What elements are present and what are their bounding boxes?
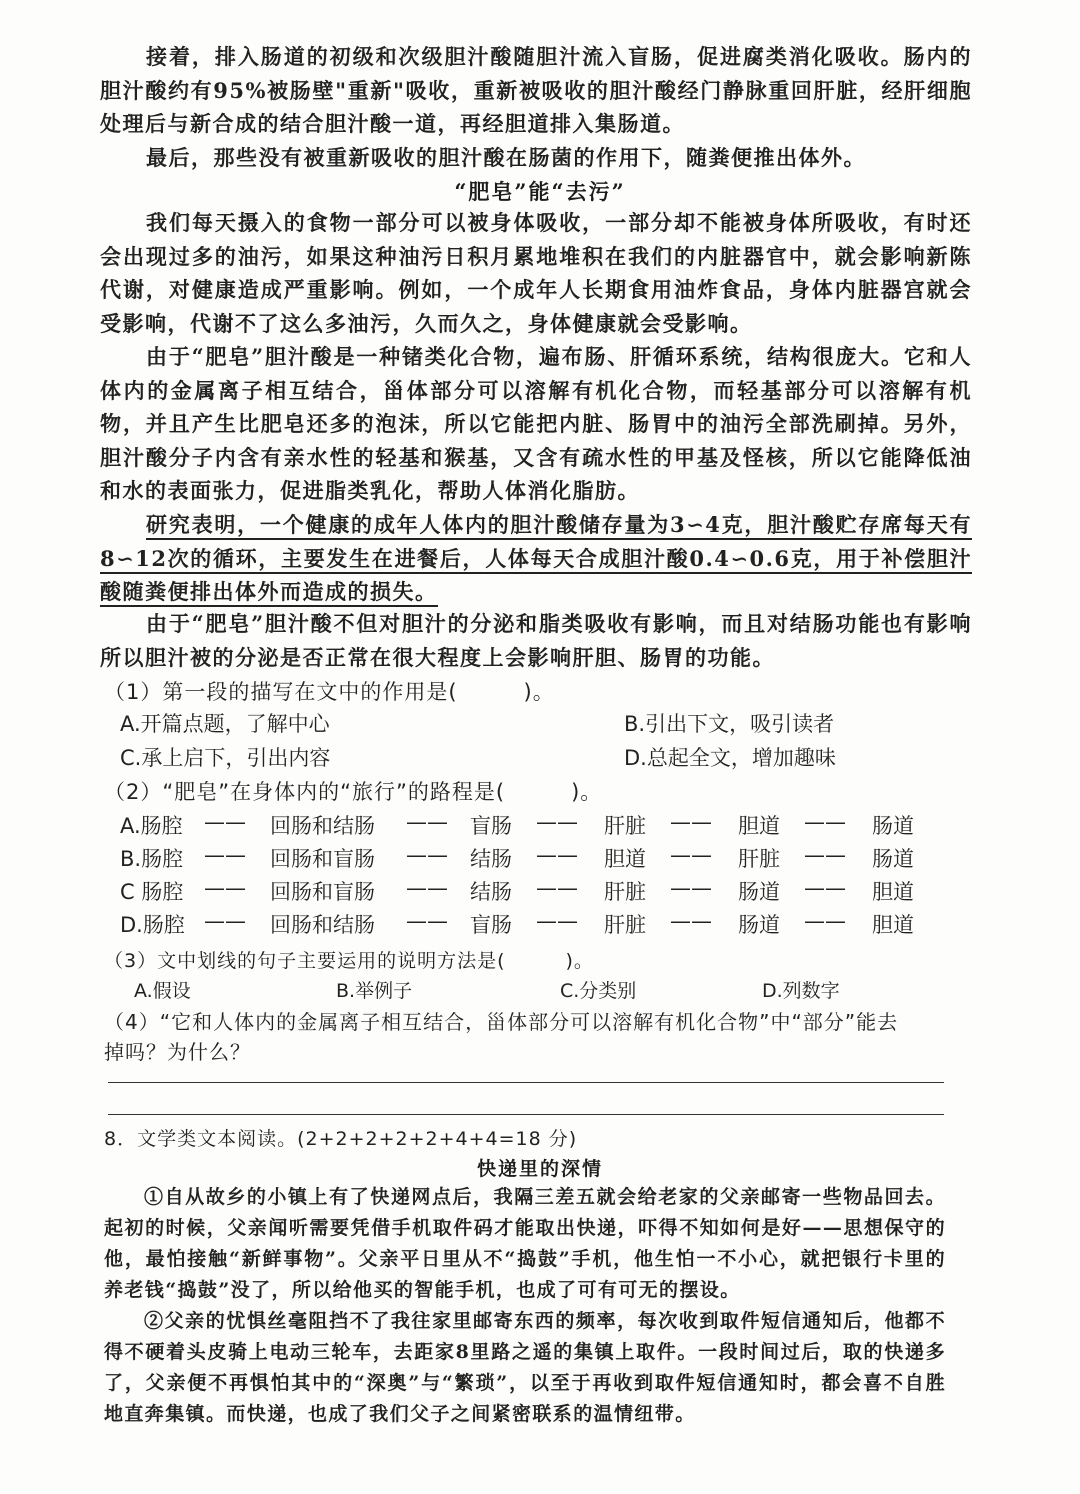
underlined-sentence: 研究表明，一个健康的成年人体内的胆汁酸储存量为3∽4克，胆汁酸贮存席每天有8∽12次的循环，主要发生在进餐后，人体每天合成胆汁酸0.4∽0.6克，用于补偿胆汁酸随粪便排出体外而造成的损失。 [100,512,972,607]
route-dash: —— [204,810,246,834]
route-step: 肠道 [738,880,780,904]
paragraph-structure: 由于“肥皂”胆汁酸是一种锗类化合物，遍布肠、肝循环系统，结构很庞大。它和人体内的金属离子相互结合，甾体部分可以溶解有机化合物，而轻基部分可以溶解有机物，并且产生比肥皂还多的泡沫，所以它能把内脏、肠胃中的油污全部洗刷掉。另外，胆汁酸分子内含有亲水性的轻基和猴基，又含有疏水性的甲基及怪核，所以它能降低油和水的表面张力，促进脂类乳化，帮助人体消化脂肪。 [100,344,972,503]
question-3-stem: （3）文中划线的句子主要运用的说明方法是( )。 [104,950,594,972]
route-dash: —— [204,843,246,867]
paragraph-research [100,508,972,609]
route-dash: —— [804,843,846,867]
route-dash: —— [670,909,712,933]
route-step: 肝脏 [604,814,646,838]
route-step: 回肠和结肠 [270,814,375,838]
q3-option-b: B.举例子 [336,980,413,1002]
route-step: A.肠腔 [120,814,183,838]
route-step: 回肠和盲肠 [270,847,375,871]
route-dash: —— [406,909,448,933]
route-dash: —— [670,876,712,900]
route-step: 胆道 [872,913,914,937]
route-step: 回肠和盲肠 [270,880,375,904]
route-step: 胆道 [872,880,914,904]
q1-option-c: C.承上启下，引出内容 [120,746,331,770]
paragraph-excretion: 最后，那些没有被重新吸收的胆汁酸在肠菌的作用下，随粪便推出体外。 [146,145,866,170]
route-dash: —— [406,876,448,900]
q1-option-a: A.开篇点题，了解中心 [120,712,330,736]
route-dash: —— [204,909,246,933]
route-dash: —— [670,843,712,867]
q2-option-c [120,876,940,906]
paragraph-oil: 我们每天摄入的食物一部分可以被身体吸收，一部分却不能被身体所吸收，有时还会出现过多的油污，如果这种油污日积月累地堆积在我们的内脏器官中，就会影响新陈代谢，对健康造成严重影响。例如，一个成年人长期食用油炸食品，身体内脏器宫就会受影响，代谢不了这么多油污，久而久之，身体健康就会受影响。 [100,210,972,336]
route-step: 肝脏 [604,880,646,904]
question-1-stem: （1）第一段的描写在文中的作用是( )。 [104,680,555,704]
q2-option-d [120,909,940,939]
route-step: 回肠和结肠 [270,913,375,937]
route-dash: —— [536,876,578,900]
route-dash: —— [536,843,578,867]
question-2-stem: （2）“肥皂”在身体内的“旅行”的路程是( )。 [104,780,603,804]
section-8-header: 8．文学类文本阅读。(2+2+2+2+2+4+4=18 分) [104,1128,578,1150]
route-step: 结肠 [470,880,512,904]
route-dash: —— [204,876,246,900]
route-step: 胆道 [738,814,780,838]
route-step: 盲肠 [470,913,512,937]
story-paragraph-2: ②父亲的忧惧丝毫阻挡不了我往家里邮寄东西的频率，每次收到取件短信通知后，他都不得不硬着头皮骑上电动三轮车，去距家8里路之遥的集镇上取件。一段时间过后，取的快递多了，父亲便不再惧怕其中的“深奥”与“繁琐”，以至于再收到取件短信通知时，都会喜不自胜地直奔集镇。而快递，也成了我们父子之间紧密联系的温情纽带。 [104,1310,946,1425]
answer-line-1[interactable] [108,1082,944,1083]
story-paragraph-1: ①自从故乡的小镇上有了快递网点后，我隔三差五就会给老家的父亲邮寄一些物品回去。起初的时候，父亲闻听需要凭借手机取件码才能取出快递，吓得不知如何是好——思想保守的他，最怕接触“新鲜事物”。父亲平日里从不“捣鼓”手机，他生怕一不小心，就把银行卡里的养老钱“捣鼓”没了，所以给他买的智能手机，也成了可有可无的摆设。 [104,1186,946,1301]
q2-option-b [120,843,940,873]
story-title: 快递里的深情 [476,1158,603,1180]
route-step: 盲肠 [470,814,512,838]
paragraph-bile-flow: 接着，排入肠道的初级和次级胆汁酸随胆汁流入盲肠，促进腐类消化吸收。肠内的胆汁酸约有95%被肠壁"重新"吸收，重新被吸收的胆汁酸经门静脉重回肝脏，经肝细胞处理后与新合成的结合胆汁酸一道，再经胆道排入集肠道。 [100,44,972,136]
route-dash: —— [804,909,846,933]
route-step: 胆道 [604,847,646,871]
q2-option-a [120,810,940,840]
route-dash: —— [804,876,846,900]
route-dash: —— [406,843,448,867]
q3-option-d: D.列数字 [762,980,840,1002]
route-dash: —— [804,810,846,834]
q3-option-a: A.假设 [134,980,191,1002]
route-step: 肠道 [738,913,780,937]
answer-line-2[interactable] [108,1114,944,1115]
route-step: B.肠腔 [120,847,184,871]
route-step: 结肠 [470,847,512,871]
route-dash: —— [670,810,712,834]
q1-option-b: B.引出下文，吸引读者 [624,712,835,736]
route-dash: —— [536,810,578,834]
route-step: D.肠腔 [120,913,185,937]
route-step: 肝脏 [604,913,646,937]
q3-option-c: C.分类别 [560,980,637,1002]
question-4-line2: 掉吗？为什么？ [104,1040,251,1064]
q1-option-d: D.总起全文，增加趣味 [624,746,836,770]
route-step: C 肠腔 [120,880,184,904]
route-step: 肝脏 [738,847,780,871]
paragraph-conclusion: 由于“肥皂”胆汁酸不但对胆汁的分泌和脂类吸收有影响，而且对结肠功能也有影响所以胆汁被的分泌是否正常在很大程度上会影响肝胆、肠胃的功能。 [100,611,972,670]
section-title-soap: “肥皂”能“去污” [454,179,626,204]
route-step: 肠道 [872,847,914,871]
route-dash: —— [406,810,448,834]
question-4-line1: （4）“它和人体内的金属离子相互结合，甾体部分可以溶解有机化合物”中“部分”能去 [104,1010,899,1034]
route-dash: —— [536,909,578,933]
route-step: 肠道 [872,814,914,838]
